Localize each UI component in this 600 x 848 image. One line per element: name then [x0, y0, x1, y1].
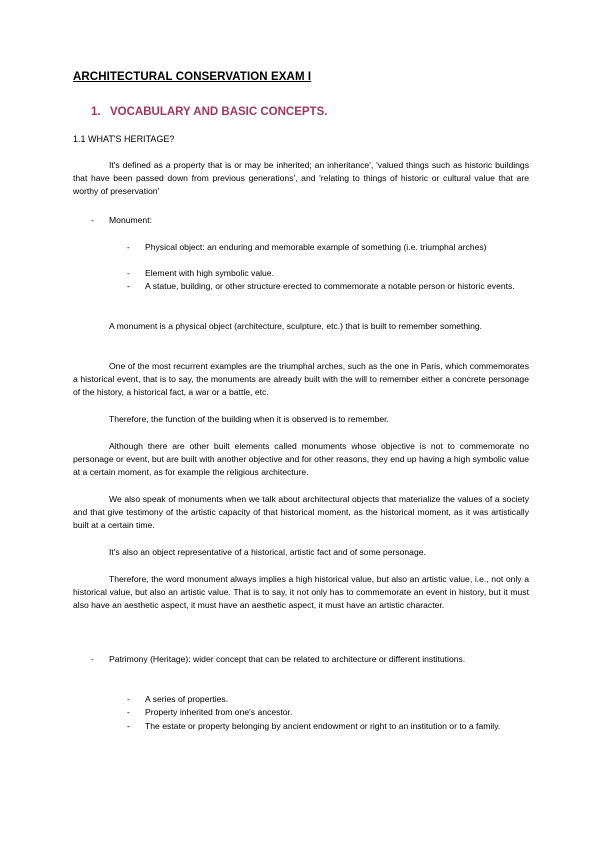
monument-subitem-text: Physical object: an enduring and memorable example of something (i.e. triumphal arches)	[145, 242, 487, 252]
section-heading	[91, 106, 327, 118]
document-title: ARCHITECTURAL CONSERVATION EXAM I	[73, 71, 312, 83]
body-paragraph: We also speak of monuments when we talk about architectural objects that materialize the values of a society and that give testimony of the artistic capacity of that historical moment, as the historical moment, as it was artistically built at a certain time.	[73, 494, 529, 531]
monument-label: Monument:	[109, 215, 152, 225]
patrimony-subitem	[127, 693, 527, 706]
body-paragraph: Therefore, the word monument always implies a high historical value, but also an artistic value, i.e., not only a historical value, but also an artistic value. That is to say, it not only has to commemorate an event in history, but it must also have an aesthetic aspect, it must have an aesthetic aspect, it must have an artistic character.	[73, 574, 529, 611]
monument-subitem	[127, 241, 527, 254]
bullet-dash: -	[127, 721, 130, 731]
bullet-dash: -	[127, 281, 130, 291]
bullet-dash: -	[127, 242, 130, 252]
monument-subitem	[127, 280, 527, 293]
monument-subitem-text: A statue, building, or other structure erected to commemorate a notable person or historic events.	[145, 281, 515, 291]
body-paragraph: Although there are other built elements called monuments whose objective is not to commemorate no personage or event, but are built with another objective and for other reasons, they end up having a high symbolic value at a certain moment, as for example the religious architecture.	[73, 441, 529, 478]
subsection-heading: 1.1 WHAT'S HERITAGE?	[73, 134, 175, 144]
intro-paragraph: It's defined as a property that is or may be inherited; an inheritance', 'valued things such as historic buildings that have been passed down from previous generations', and 'relating to things of historic or cultural value that are worthy of preservation'	[73, 160, 529, 197]
body-paragraph: Therefore, the function of the building when it is observed is to remember.	[109, 414, 389, 424]
monument-subitem	[127, 267, 527, 280]
bullet-dash: -	[127, 694, 130, 704]
patrimony-subitem	[127, 720, 527, 733]
section-label: VOCABULARY AND BASIC CONCEPTS.	[110, 106, 328, 118]
bullet-dash: -	[91, 654, 94, 664]
patrimony-subitem-text: A series of properties.	[145, 694, 229, 704]
monument-subitem-text: Element with high symbolic value.	[145, 268, 274, 278]
section-number: 1.	[91, 106, 101, 118]
body-paragraph: A monument is a physical object (architecture, sculpture, etc.) that is built to remember something.	[109, 321, 483, 331]
patrimony-subitem-text: The estate or property belonging by ancient endowment or right to an institution or to a family.	[145, 721, 501, 731]
bullet-dash: -	[127, 707, 130, 717]
patrimony-label: Patrimony (Heritage): wider concept that can be related to architecture or different institutions.	[109, 654, 466, 664]
bullet-dash: -	[127, 268, 130, 278]
bullet-dash: -	[91, 215, 94, 225]
body-paragraph: It's also an object representative of a historical, artistic fact and of some personage.	[109, 547, 426, 557]
patrimony-subitem-text: Property inherited from one's ancestor.	[145, 707, 293, 717]
patrimony-subitem	[127, 706, 527, 719]
body-paragraph: One of the most recurrent examples are the triumphal arches, such as the one in Paris, which commemorates a historical event, that is to say, the monuments are already built with the will to remember either a concrete personage of the history, a historical fact, a war or a battle, etc.	[73, 361, 529, 398]
